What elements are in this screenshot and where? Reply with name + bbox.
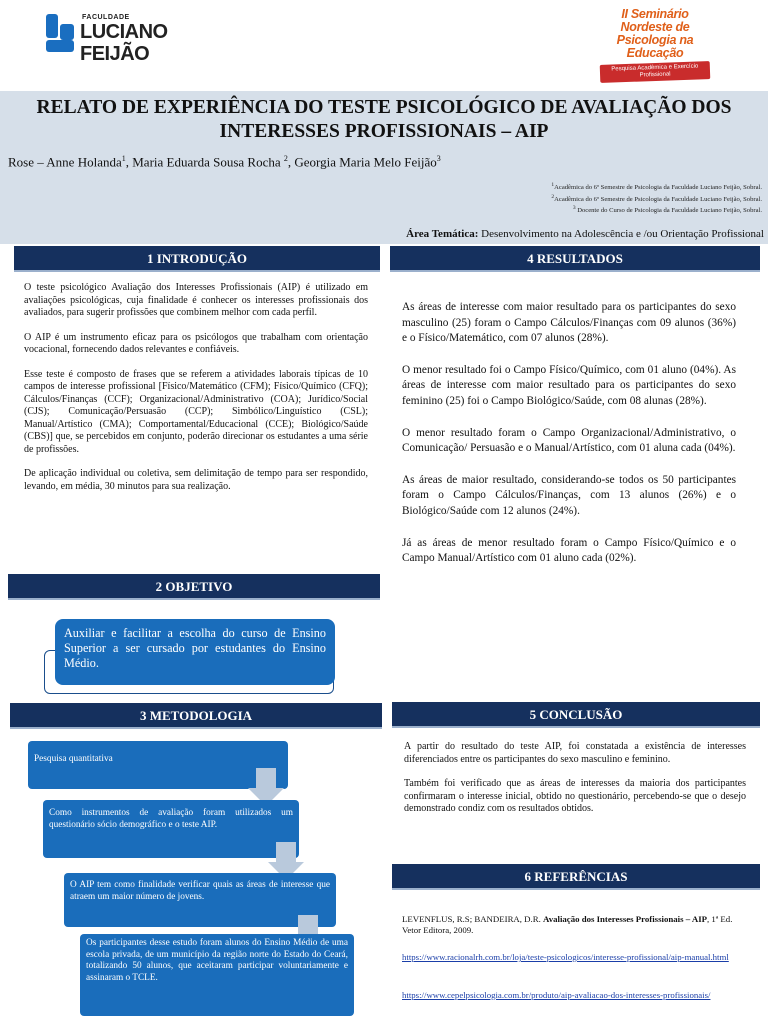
author-list: [8, 154, 441, 170]
method-step: O AIP tem como finalidade verificar quais as áreas de interesse que atraem um maior número de jovens.: [64, 873, 336, 927]
paragraph: Já as áreas de menor resultado foram o Campo Físico/Químico e o Campo Manual/Artístico com 01 aluno cada (02%).: [402, 536, 736, 565]
affiliation-line: $^3$ Docente do Curso de Psicologia da Faculdade Luciano Feijão, Sobral.: [572, 205, 762, 215]
reference-link-2[interactable]: https://www.cepelpsicologia.com.br/produto/aip-avaliacao-dos-interesses-profissionais/: [402, 990, 711, 1000]
affiliation-line: $^1$Acadêmica do 6º Semestre de Psicologia da Faculdade Luciano Feijão, Sobral.: [551, 182, 762, 192]
paragraph: O menor resultado foi o Campo Físico/Químico, com 01 aluno (04%). As áreas de interesse com maior resultado para os participantes do sexo feminino (25) foi o Campo Biológico/Saúde, com 08 alunas (28%).: [402, 363, 736, 407]
paragraph: Também foi verificado que as áreas de interesses da maioria dos participantes confirmaram o interesse inicial, obtido no questionário, percebendo-se que o desejo demonstrado condiz com os resultados obtidos.: [404, 778, 746, 814]
thematic-area: [406, 228, 764, 240]
results-text: [402, 300, 736, 583]
logo-small-text: FACULDADE: [82, 14, 130, 21]
reference-link-1[interactable]: https://www.racionalrh.com.br/loja/teste-psicologicos/interesse-profissional/aip-manual.html: [402, 952, 729, 962]
paragraph: O menor resultado foram o Campo Organizacional/Administrativo, o Comunicação/ Persuasão e o Manual/Artístico, com 01 aluna cada (04%).: [402, 426, 736, 455]
section-heading-references: 6 REFERÊNCIAS: [392, 864, 760, 890]
author-sup: 3: [436, 154, 441, 163]
affiliation-line: $^2$Acadêmica do 6º Semestre de Psicologia da Faculdade Luciano Feijão, Sobral.: [551, 193, 762, 203]
method-step: Pesquisa quantitativa: [28, 741, 288, 789]
faculdade-luciano-feijao-logo: [44, 12, 168, 72]
logo-mark-icon: [44, 14, 78, 52]
paragraph: Esse teste é composto de frases que se referem a atividades laborais típicas de 10 campos de interesse profissional [Físico/Matemático (CFM); Físico/Químico (CFQ); Cálculos/Finanças (CCF); Organizacional/Administrativo (COA); Jurídico/Social (CJS); Comunicação/Persuasão (CCP); Simbólico/Linguístico (CSL); Manual/Artístico (CMA); Comportamental/Educacional (CCE); Biológico/Saúde (CBS)] que, se percebidos em conjunto, poderão direcionar os estudantes a uma série de profissões.: [24, 368, 368, 455]
thematic-area-label: Área Temática:: [406, 228, 479, 240]
logo-line2: FEIJÃO: [80, 43, 150, 65]
method-step: Como instrumentos de avaliação foram utilizados um questionário sócio demográfico e o teste AIP.: [43, 800, 299, 858]
author-name: , Maria Eduarda Sousa Rocha: [125, 154, 284, 170]
paragraph: De aplicação individual ou coletiva, sem delimitação de tempo para ser respondido, levando, em média, 30 minutos para sua realização.: [24, 468, 368, 492]
reference-title: Avaliação dos Interesses Profissionais – AIP: [543, 914, 707, 924]
seminario-logo-line: Nordeste de: [620, 20, 690, 34]
reference-entry: [402, 914, 752, 936]
poster-title-line2: INTERESSES PROFISSIONAIS – AIP: [219, 121, 549, 142]
paragraph: A partir do resultado do teste AIP, foi constatada a existência de interesses diferenciados entre os participantes do sexo masculino e feminino.: [404, 741, 746, 765]
author-name: Rose – Anne Holanda: [8, 154, 122, 170]
affiliations: [342, 181, 762, 216]
introduction-text: [24, 282, 368, 505]
section-heading-conclusion: 5 CONCLUSÃO: [392, 702, 760, 728]
poster-title-line1: RELATO DE EXPERIÊNCIA DO TESTE PSICOLÓGICO DE AVALIAÇÃO DOS: [36, 97, 732, 118]
section-heading-results: 4 RESULTADOS: [390, 246, 760, 272]
conclusion-text: [404, 741, 746, 828]
section-heading-introduction: 1 INTRODUÇÃO: [14, 246, 380, 272]
author-sup: 2: [283, 154, 288, 163]
section-heading-methodology: 3 METODOLOGIA: [10, 703, 382, 729]
poster-title: [0, 96, 768, 144]
seminario-logo-line: Psicologia na: [616, 33, 694, 47]
seminario-logo: [600, 8, 710, 84]
seminario-logo-tag: Pesquisa Acadêmica e Exercício Profissional: [600, 61, 711, 83]
thematic-area-value: Desenvolvimento na Adolescência e /ou Orientação Profissional: [478, 228, 764, 240]
paragraph: As áreas de interesse com maior resultado para os participantes do sexo masculino (25) foram o Campo Cálculos/Finanças com 09 alunos (36%) e o Físico/Matemático, com 07 alunos (28%).: [402, 301, 736, 345]
section-heading-objective: 2 OBJETIVO: [8, 574, 380, 600]
author-sup: 1: [121, 154, 126, 163]
reference-authors: LEVENFLUS, R.S; BANDEIRA, D.R.: [402, 914, 544, 924]
method-step: Os participantes desse estudo foram alunos do Ensino Médio de uma escola privada, de um município da região norte do Estado do Ceará, totalizando 50 alunos, que aceitaram participar voluntariamente e assinaram o TCLE.: [80, 934, 354, 1016]
seminario-logo-line: II Seminário: [621, 7, 689, 21]
reference-link-2-wrap: [402, 990, 752, 1001]
objective-box: Auxiliar e facilitar a escolha do curso de Ensino Superior a ser cursado por estudantes do Ensino Médio.: [55, 619, 335, 685]
reference-link-1-wrap: [402, 952, 752, 963]
seminario-logo-line: Educação: [626, 46, 684, 60]
reference-details: , 1ª Ed. Vetor Editora, 2009.: [402, 914, 733, 935]
author-name: , Georgia Maria Melo Feijão: [287, 154, 437, 170]
paragraph: O AIP é um instrumento eficaz para os psicólogos que trabalham com orientação vocacional, fornecendo dados relevantes e confiáveis.: [24, 331, 368, 355]
paragraph: As áreas de maior resultado, considerando-se todos os 50 participantes foram o Campo Cálculos/Finanças, com 13 alunos (26%) e o Biológico/Saúde com 12 alunos (24%).: [402, 473, 736, 517]
logo-line1: LUCIANO: [80, 21, 168, 43]
paragraph: O teste psicológico Avaliação dos Interesses Profissionais (AIP) é utilizado em avaliações psicológicas, cuja finalidade é conhecer os interesses profissionais dos avaliados, para sugerir profissões que combinem melhor com cada perfil.: [24, 282, 368, 318]
